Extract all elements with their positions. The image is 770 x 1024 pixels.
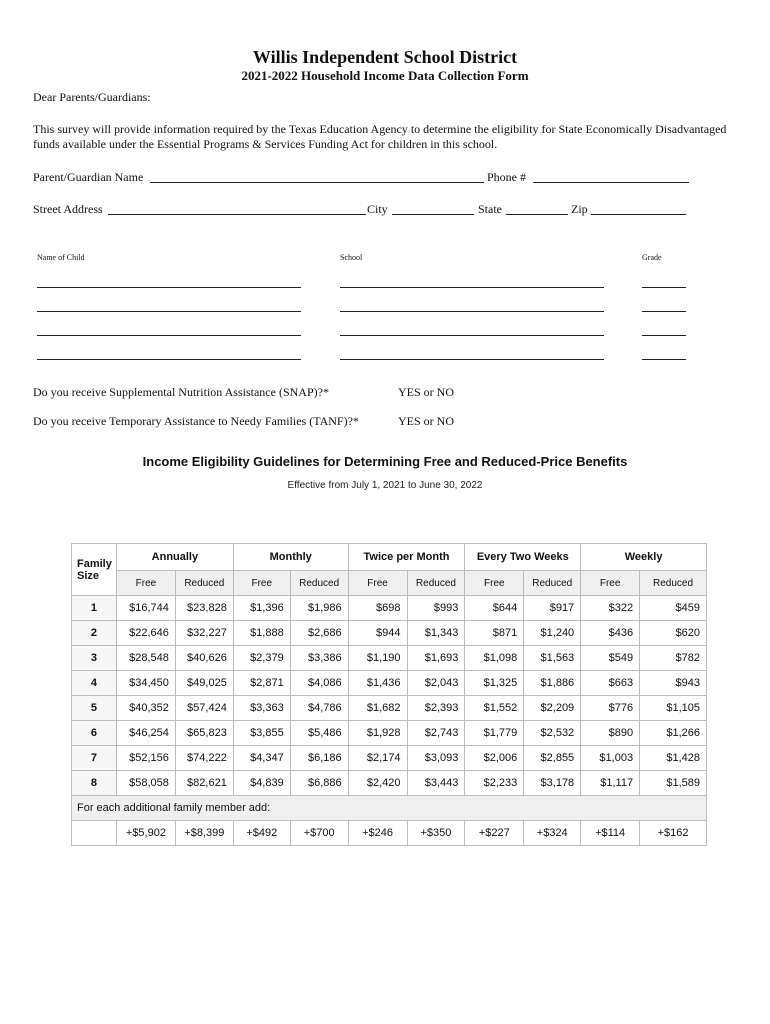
- parent-name-field[interactable]: [150, 182, 484, 183]
- additional-amount-cell: +$227: [465, 821, 524, 846]
- additional-amount-cell: +$5,902: [116, 821, 175, 846]
- reduced-subheader: Reduced: [640, 571, 707, 596]
- additional-amount-cell: +$324: [524, 821, 581, 846]
- income-cell: $58,058: [116, 771, 175, 796]
- child-school-field-3[interactable]: [340, 335, 604, 336]
- family-size-cell: 8: [72, 771, 117, 796]
- street-address-field[interactable]: [108, 214, 366, 215]
- guidelines-title: Income Eligibility Guidelines for Determining Free and Reduced-Price Benefits: [142, 454, 628, 469]
- income-cell: $28,548: [116, 646, 175, 671]
- income-cell: $644: [465, 596, 524, 621]
- greeting: Dear Parents/Guardians:: [33, 90, 151, 104]
- income-cell: $776: [581, 696, 640, 721]
- income-cell: $620: [640, 621, 707, 646]
- income-cell: $4,839: [233, 771, 290, 796]
- table-row: [72, 646, 707, 671]
- income-cell: $2,043: [407, 671, 465, 696]
- income-cell: $1,325: [465, 671, 524, 696]
- additional-amount-cell: +$246: [348, 821, 407, 846]
- family-size-header: Family Size: [72, 544, 117, 596]
- free-subheader: Free: [348, 571, 407, 596]
- additional-amount-cell: +$492: [233, 821, 290, 846]
- form-title: 2021-2022 Household Income Data Collection Form: [241, 68, 529, 83]
- group-annually-header: Annually: [116, 544, 233, 571]
- income-cell: $1,779: [465, 721, 524, 746]
- income-cell: $3,855: [233, 721, 290, 746]
- free-subheader: Free: [233, 571, 290, 596]
- income-cell: $2,532: [524, 721, 581, 746]
- income-cell: $322: [581, 596, 640, 621]
- free-subheader: Free: [465, 571, 524, 596]
- income-cell: $23,828: [175, 596, 233, 621]
- income-cell: $1,117: [581, 771, 640, 796]
- income-cell: $4,086: [290, 671, 348, 696]
- income-cell: $917: [524, 596, 581, 621]
- income-cell: $1,240: [524, 621, 581, 646]
- income-cell: $1,682: [348, 696, 407, 721]
- family-size-cell: 3: [72, 646, 117, 671]
- income-cell: $4,347: [233, 746, 290, 771]
- city-field[interactable]: [392, 214, 474, 215]
- income-cell: $2,209: [524, 696, 581, 721]
- income-cell: $1,986: [290, 596, 348, 621]
- income-cell: $782: [640, 646, 707, 671]
- phone-label: Phone #: [487, 170, 526, 184]
- income-cell: $1,428: [640, 746, 707, 771]
- income-cell: $3,443: [407, 771, 465, 796]
- phone-field[interactable]: [533, 182, 689, 183]
- income-cell: $4,786: [290, 696, 348, 721]
- reduced-subheader: Reduced: [290, 571, 348, 596]
- income-cell: $2,379: [233, 646, 290, 671]
- blank-cell: [72, 821, 117, 846]
- income-cell: $1,190: [348, 646, 407, 671]
- income-cell: $1,693: [407, 646, 465, 671]
- additional-amount-cell: +$8,399: [175, 821, 233, 846]
- income-cell: $2,686: [290, 621, 348, 646]
- table-row: [72, 721, 707, 746]
- additional-member-label: For each additional family member add:: [72, 796, 707, 821]
- income-cell: $2,420: [348, 771, 407, 796]
- income-cell: $3,093: [407, 746, 465, 771]
- income-cell: $2,174: [348, 746, 407, 771]
- zip-field[interactable]: [591, 214, 686, 215]
- income-cell: $2,743: [407, 721, 465, 746]
- grade-header: Grade: [642, 253, 662, 262]
- income-cell: $1,886: [524, 671, 581, 696]
- income-cell: $46,254: [116, 721, 175, 746]
- reduced-subheader: Reduced: [407, 571, 465, 596]
- group-weekly-header: Weekly: [581, 544, 707, 571]
- group-every-two-weeks-header: Every Two Weeks: [465, 544, 581, 571]
- income-cell: $1,003: [581, 746, 640, 771]
- income-cell: $890: [581, 721, 640, 746]
- tanf-question: Do you receive Temporary Assistance to Needy Families (TANF)?*: [33, 414, 359, 428]
- income-cell: $1,552: [465, 696, 524, 721]
- income-cell: $74,222: [175, 746, 233, 771]
- income-cell: $65,823: [175, 721, 233, 746]
- income-cell: $1,563: [524, 646, 581, 671]
- tanf-answer[interactable]: YES or NO: [398, 414, 454, 428]
- income-guidelines-table: [71, 543, 707, 846]
- family-size-cell: 6: [72, 721, 117, 746]
- family-size-cell: 1: [72, 596, 117, 621]
- income-cell: $871: [465, 621, 524, 646]
- income-cell: $944: [348, 621, 407, 646]
- income-cell: $549: [581, 646, 640, 671]
- additional-amount-cell: +$700: [290, 821, 348, 846]
- income-cell: $49,025: [175, 671, 233, 696]
- free-subheader: Free: [116, 571, 175, 596]
- income-cell: $57,424: [175, 696, 233, 721]
- reduced-subheader: Reduced: [524, 571, 581, 596]
- snap-answer[interactable]: YES or NO: [398, 385, 454, 399]
- street-address-label: Street Address: [33, 202, 103, 216]
- district-title: Willis Independent School District: [252, 47, 518, 67]
- family-size-cell: 7: [72, 746, 117, 771]
- income-cell: $459: [640, 596, 707, 621]
- child-grade-field-3[interactable]: [642, 335, 686, 336]
- table-row: [72, 621, 707, 646]
- state-field[interactable]: [506, 214, 568, 215]
- city-label: City: [367, 202, 388, 216]
- free-subheader: Free: [581, 571, 640, 596]
- income-cell: $82,621: [175, 771, 233, 796]
- guidelines-subtitle: Effective from July 1, 2021 to June 30, 2022: [287, 480, 483, 491]
- table-row: [72, 671, 707, 696]
- additional-amount-cell: +$162: [640, 821, 707, 846]
- income-cell: $1,098: [465, 646, 524, 671]
- income-cell: $2,006: [465, 746, 524, 771]
- table-row: [72, 771, 707, 796]
- income-cell: $698: [348, 596, 407, 621]
- child-name-field-4[interactable]: [37, 359, 301, 360]
- family-size-cell: 5: [72, 696, 117, 721]
- income-cell: $3,386: [290, 646, 348, 671]
- school-header: School: [340, 253, 363, 262]
- income-cell: $2,233: [465, 771, 524, 796]
- income-cell: $6,186: [290, 746, 348, 771]
- table-row: [72, 596, 707, 621]
- child-grade-field-1[interactable]: [642, 287, 686, 288]
- zip-label: Zip: [571, 202, 588, 216]
- parent-name-label: Parent/Guardian Name: [33, 170, 144, 184]
- group-twice-monthly-header: Twice per Month: [348, 544, 465, 571]
- child-name-field-2[interactable]: [37, 311, 301, 312]
- table-row: [72, 746, 707, 771]
- income-cell: $3,363: [233, 696, 290, 721]
- income-cell: $1,343: [407, 621, 465, 646]
- income-cell: $436: [581, 621, 640, 646]
- income-cell: $22,646: [116, 621, 175, 646]
- income-cell: $52,156: [116, 746, 175, 771]
- income-cell: $2,871: [233, 671, 290, 696]
- income-cell: $1,105: [640, 696, 707, 721]
- child-school-field-1[interactable]: [340, 287, 604, 288]
- income-cell: $40,352: [116, 696, 175, 721]
- income-cell: $6,886: [290, 771, 348, 796]
- child-grade-field-4[interactable]: [642, 359, 686, 360]
- child-name-field-1[interactable]: [37, 287, 301, 288]
- family-size-cell: 2: [72, 621, 117, 646]
- income-cell: $16,744: [116, 596, 175, 621]
- income-cell: $3,178: [524, 771, 581, 796]
- income-cell: $1,266: [640, 721, 707, 746]
- group-monthly-header: Monthly: [233, 544, 348, 571]
- income-cell: $943: [640, 671, 707, 696]
- income-cell: $1,888: [233, 621, 290, 646]
- income-cell: $1,589: [640, 771, 707, 796]
- income-cell: $1,436: [348, 671, 407, 696]
- income-cell: $40,626: [175, 646, 233, 671]
- child-school-field-2[interactable]: [340, 311, 604, 312]
- income-cell: $663: [581, 671, 640, 696]
- income-cell: $32,227: [175, 621, 233, 646]
- name-of-child-header: Name of Child: [37, 253, 85, 262]
- family-size-cell: 4: [72, 671, 117, 696]
- income-cell: $993: [407, 596, 465, 621]
- snap-question: Do you receive Supplemental Nutrition Assistance (SNAP)?*: [33, 385, 329, 399]
- income-cell: $5,486: [290, 721, 348, 746]
- state-label: State: [478, 202, 502, 216]
- income-cell: $2,855: [524, 746, 581, 771]
- additional-amount-cell: +$114: [581, 821, 640, 846]
- income-cell: $2,393: [407, 696, 465, 721]
- table-row: [72, 696, 707, 721]
- additional-amount-cell: +$350: [407, 821, 465, 846]
- income-cell: $34,450: [116, 671, 175, 696]
- child-grade-field-2[interactable]: [642, 311, 686, 312]
- income-cell: $1,928: [348, 721, 407, 746]
- income-cell: $1,396: [233, 596, 290, 621]
- intro-paragraph: This survey will provide information required by the Texas Education Agency to determine the eligibility for State Economically Disadvantaged funds available under the Essential Programs & Services Funding Act for children in this school.: [33, 122, 727, 151]
- child-school-field-4[interactable]: [340, 359, 604, 360]
- child-name-field-3[interactable]: [37, 335, 301, 336]
- reduced-subheader: Reduced: [175, 571, 233, 596]
